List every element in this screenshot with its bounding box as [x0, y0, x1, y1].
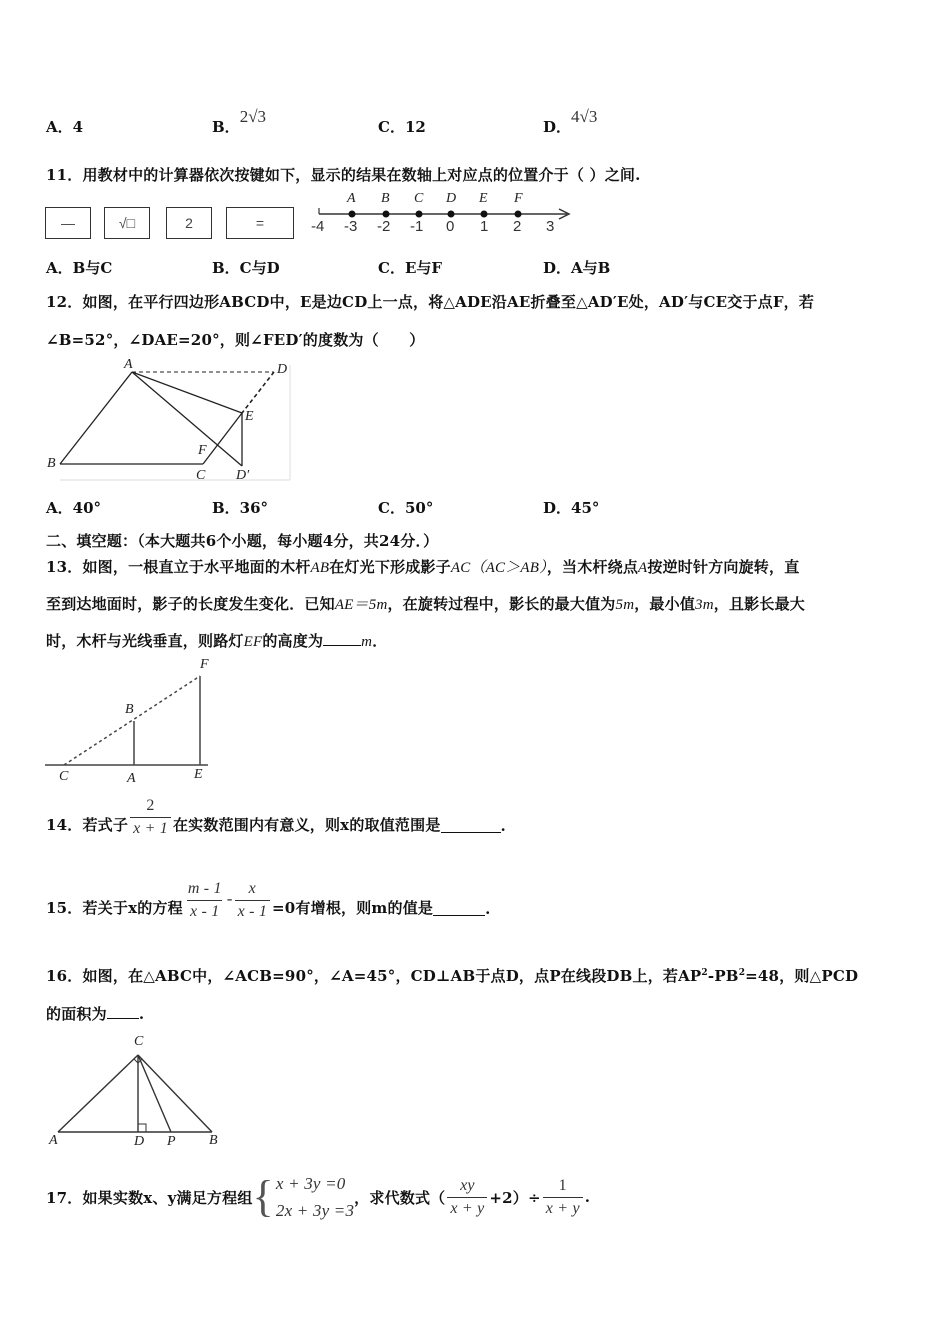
q15-fraction-2	[235, 880, 270, 921]
denominator: x + 1	[130, 817, 171, 838]
vertex-label: A	[49, 1133, 58, 1148]
numerator: 2	[146, 797, 155, 814]
vertex-label: C	[134, 1034, 144, 1049]
text: =0有增根，则m的值是	[272, 899, 434, 917]
text: =48，则△PCD	[745, 967, 859, 985]
text: .	[485, 900, 491, 918]
math-text: A	[638, 560, 648, 576]
superscript: 2	[738, 968, 746, 978]
calculator-key-minus	[45, 207, 91, 239]
vertex-label: E	[245, 409, 254, 424]
text: ，最小值	[634, 595, 696, 613]
key-label: —	[61, 215, 75, 231]
point-label: E	[479, 191, 488, 206]
tick-label: -4	[311, 218, 325, 235]
unit: m	[361, 634, 373, 650]
option-letter: A．	[46, 118, 73, 136]
math-text: 5m	[615, 597, 635, 613]
q12-option-c: C．50°	[378, 499, 434, 517]
text: 13．如图，一根直立于水平地面的木杆	[46, 558, 311, 576]
text: ，且影长最大	[713, 595, 805, 613]
vertex-label: D	[277, 362, 288, 377]
text: 的高度为	[262, 632, 324, 650]
point-label: F	[514, 191, 523, 206]
answer-blank	[433, 915, 485, 916]
text: .	[138, 1005, 145, 1023]
text: 17．如果实数x、y满足方程组	[46, 1188, 253, 1207]
q10-option-d	[543, 107, 598, 137]
text: ．	[372, 632, 388, 650]
numerator: 1	[558, 1176, 567, 1194]
tick-label: 0	[446, 218, 455, 235]
vertex-label: D′	[236, 468, 250, 483]
brace-icon: {	[252, 1172, 274, 1221]
tick-label: 2	[513, 218, 522, 235]
point-label: C	[414, 191, 424, 206]
text: 至到达地面时，影子的长度发生变化．已知	[46, 595, 335, 613]
text: ，当木杆绕点	[546, 558, 639, 576]
q11-option-a: A．B与C	[46, 259, 113, 277]
tick-label: -1	[410, 218, 424, 235]
key-label: =	[255, 215, 265, 231]
q14-line	[46, 797, 506, 838]
option-value: 4	[72, 118, 84, 136]
text: .	[584, 1188, 591, 1206]
q16-line1	[46, 965, 858, 986]
point-label: A	[347, 191, 356, 206]
equation: 2x + 3y =3	[275, 1201, 355, 1220]
equation-system	[276, 1170, 354, 1224]
text: ，在旋转过程中，影长的最大值为	[387, 595, 616, 613]
key-label: 2	[185, 215, 193, 231]
q11-option-d: D．A与B	[543, 259, 611, 277]
denominator: x - 1	[235, 900, 270, 921]
q17-fraction-1	[447, 1177, 487, 1218]
q15-line	[46, 880, 491, 921]
q17-fraction-2	[543, 1177, 583, 1218]
text: 时，木杆与光线垂直，则路灯	[46, 632, 244, 650]
q13-line1	[46, 556, 799, 577]
option-letter: B．	[212, 118, 240, 136]
q11-option-b: B．C与D	[212, 259, 280, 277]
numerator: xy	[460, 1176, 475, 1194]
math-text: AC	[450, 560, 471, 576]
option-value: 4√3	[571, 107, 598, 126]
text: 在实数范围内有意义，则x的取值范围是	[172, 816, 441, 834]
answer-blank	[323, 645, 361, 646]
option-letter: D．	[543, 118, 572, 136]
calculator-key-equals	[226, 207, 294, 239]
operator: -	[226, 889, 233, 908]
text: .	[500, 817, 506, 835]
q15-fraction-1	[185, 880, 225, 921]
text: 的面积为	[46, 1005, 107, 1023]
text: 按逆时针方向旋转，直	[647, 558, 800, 576]
math-text: EF	[243, 634, 263, 650]
calculator-key-sqrt	[104, 207, 150, 239]
denominator: x + y	[543, 1197, 583, 1218]
q14-fraction	[130, 797, 171, 838]
point-label: B	[381, 191, 390, 206]
text: +2）÷	[489, 1188, 541, 1207]
q12-option-d: D．45°	[543, 499, 600, 517]
q10-option-b	[212, 107, 267, 137]
tick-label: -3	[344, 218, 358, 235]
vertex-label: F	[200, 657, 209, 672]
vertex-label: B	[209, 1133, 218, 1148]
vertex-label: A	[127, 771, 136, 786]
denominator: x - 1	[187, 900, 222, 921]
q16-line2	[46, 1003, 144, 1024]
section-heading: 二、填空题：（本大题共6个小题，每小题4分，共24分．）	[46, 532, 439, 550]
text: 14．若式子	[46, 816, 129, 834]
text: -PB	[707, 967, 739, 985]
q11-stem: 11．用教材中的计算器依次按键如下，显示的结果在数轴上对应点的位置介于（ ）之间.	[46, 166, 641, 184]
q17-line	[46, 1170, 590, 1224]
math-text: AB	[310, 560, 330, 576]
q10-option-a	[46, 116, 83, 137]
text: 在灯光下形成影子	[329, 558, 451, 576]
answer-blank	[107, 1018, 139, 1019]
tick-label: 3	[546, 218, 555, 235]
calculator-key-2	[166, 207, 212, 239]
q13-line3	[46, 630, 387, 651]
math-text: （AC＞AB）	[470, 560, 547, 576]
superscript: 2	[701, 968, 708, 978]
q12-stem-line1: 12．如图，在平行四边形ABCD中，E是边CD上一点，将△ADE沿AE折叠至△AD′E处，AD′与CE交于点F，若	[46, 293, 815, 311]
option-letter: C．	[378, 118, 405, 136]
vertex-label: F	[198, 443, 207, 458]
text: ，求代数式（	[354, 1188, 446, 1207]
point-label: D	[446, 191, 457, 206]
vertex-label: B	[47, 456, 56, 471]
vertex-label: E	[194, 767, 203, 782]
option-value: 2√3	[239, 107, 267, 126]
numerator: m - 1	[187, 880, 222, 897]
tick-label: -2	[377, 218, 391, 235]
text: 15．若关于x的方程	[46, 899, 183, 917]
vertex-label: C	[196, 468, 206, 483]
vertex-label: A	[124, 357, 133, 372]
vertex-label: B	[125, 702, 134, 717]
q12-option-a: A．40°	[46, 499, 102, 517]
q12-option-b: B．36°	[212, 499, 269, 517]
option-value: 12	[404, 118, 426, 136]
math-text: 3m	[695, 597, 714, 613]
q13-line2	[46, 593, 805, 614]
sqrt-icon: √□	[118, 215, 136, 231]
q11-option-c: C．E与F	[378, 259, 443, 277]
text: 16．如图，在△ABC中，∠ACB=90°，∠A=45°，CD⊥AB于点D，点P在线段DB上，若AP	[46, 967, 702, 985]
vertex-label: D	[134, 1134, 145, 1149]
parallelogram-fold-figure	[30, 355, 300, 490]
vertex-label: P	[167, 1134, 176, 1149]
q12-stem-line2: ∠B=52°，∠DAE=20°，则∠FED′的度数为（ ）	[46, 331, 425, 349]
denominator: x + y	[447, 1197, 487, 1218]
vertex-label: C	[59, 769, 69, 784]
answer-blank	[441, 832, 501, 833]
equation: x + 3y =0	[275, 1174, 346, 1193]
q10-option-c	[378, 116, 426, 137]
math-text: AE＝5m	[334, 597, 388, 613]
numerator: x	[248, 880, 256, 897]
tick-label: 1	[480, 218, 489, 235]
